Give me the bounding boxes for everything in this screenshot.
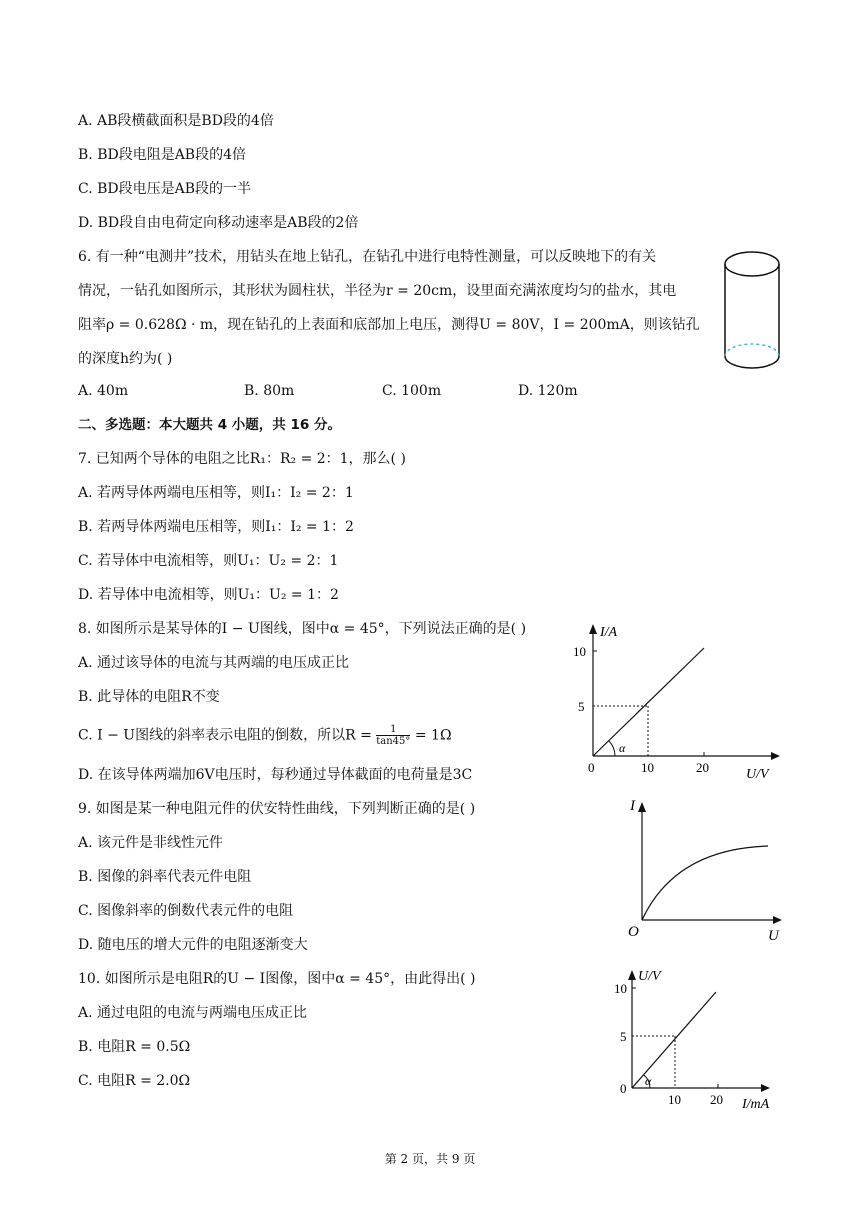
q5-option-b: B. BD段电阻是AB段的4倍 <box>78 147 247 163</box>
q9-option-a: A. 该元件是非线性元件 <box>78 835 224 851</box>
q10-option-a: A. 通过电阻的电流与两端电压成正比 <box>78 1005 308 1021</box>
q8-option-c-text: C. I − U图线的斜率表示电阻的倒数，所以R = <box>78 727 377 744</box>
q10-x-tick-10: 10 <box>668 1092 681 1107</box>
q6-option-a: A. 40m <box>78 383 129 399</box>
q8-fraction-denominator: tan45° <box>376 736 411 747</box>
q6-option-c: C. 100m <box>382 383 442 399</box>
q8-fraction <box>376 724 410 747</box>
q7-option-c: C. 若导体中电流相等，则U₁：U₂ = 2：1 <box>78 553 339 569</box>
q5-option-c: C. BD段电压是AB段的一半 <box>78 181 252 197</box>
q10-x-tick-20: 20 <box>710 1092 723 1107</box>
q5-option-d: D. BD段自由电荷定向移动速率是AB段的2倍 <box>78 215 359 231</box>
q9-origin-label: O <box>628 924 639 940</box>
q8-option-c <box>78 724 452 747</box>
cylinder-figure <box>718 244 786 376</box>
section-header: 二、多选题：本大题共 4 小题，共 16 分。 <box>78 417 341 433</box>
q9-option-b: B. 图像的斜率代表元件电阻 <box>78 869 252 885</box>
q8-x-tick-0: 0 <box>588 760 595 775</box>
q8-angle-label: α <box>619 741 626 755</box>
q8-x-tick-20: 20 <box>696 760 709 775</box>
q9-option-d: D. 随电压的增大元件的电阻逐渐变大 <box>78 937 308 953</box>
q10-x-tick-0: 0 <box>620 1081 627 1096</box>
q8-option-b: B. 此导体的电阻R不变 <box>78 689 220 705</box>
q10-option-b: B. 电阻R = 0.5Ω <box>78 1039 191 1055</box>
q6-option-d: D. 120m <box>518 383 578 399</box>
q6-line-4: 的深度h约为( ) <box>78 351 173 367</box>
q10-option-c: C. 电阻R = 2.0Ω <box>78 1073 191 1089</box>
q8-y-tick-5: 5 <box>578 699 585 714</box>
q7-option-b: B. 若两导体两端电压相等，则I₁：I₂ = 1：2 <box>78 519 354 535</box>
q10-ui-graph <box>608 962 788 1112</box>
q8-iu-graph <box>568 616 790 786</box>
q9-x-axis-label: U <box>768 928 779 944</box>
q8-x-tick-10: 10 <box>641 760 654 775</box>
q8-option-c-result: = 1Ω <box>410 727 452 744</box>
q8-option-a: A. 通过该导体的电流与其两端的电压成正比 <box>78 655 350 671</box>
q7-option-d: D. 若导体中电流相等，则U₁：U₂ = 1：2 <box>78 587 339 603</box>
q9-y-axis-label: I <box>630 798 635 814</box>
q10-stem: 10. 如图所示是电阻R的U − I图像，图中α = 45°，由此得出( ) <box>78 971 476 987</box>
q9-option-c: C. 图像斜率的倒数代表元件的电阻 <box>78 903 294 919</box>
q10-angle-label: α <box>645 1074 652 1088</box>
q6-line-1: 6. 有一种“电测井”技术，用钻头在地上钻孔，在钻孔中进行电特性测量，可以反映地下的有关 <box>78 249 657 265</box>
q10-y-tick-5: 5 <box>620 1029 627 1044</box>
q5-option-a: A. AB段横截面积是BD段的4倍 <box>78 113 274 129</box>
q10-y-axis-label: U/V <box>638 969 661 984</box>
q8-option-d: D. 在该导体两端加6V电压时，每秒通过导体截面的电荷量是3C <box>78 767 473 783</box>
q6-line-2: 情况，一钻孔如图所示，其形状为圆柱状，半径为r = 20cm，设里面充满浓度均匀的盐水，其电 <box>78 283 677 299</box>
q8-y-axis-label: I/A <box>600 625 618 640</box>
q6-option-b: B. 80m <box>244 383 295 399</box>
q7-stem: 7. 已知两个导体的电阻之比R₁：R₂ = 2：1，那么( ) <box>78 451 406 467</box>
page-footer: 第 2 页，共 9 页 <box>384 1152 476 1166</box>
q10-x-axis-label: I/mA <box>742 1097 770 1112</box>
q8-x-axis-label: U/V <box>746 767 769 782</box>
q10-y-tick-10: 10 <box>614 981 627 996</box>
q8-y-tick-10: 10 <box>573 644 586 659</box>
q7-option-a: A. 若两导体两端电压相等，则I₁：I₂ = 2：1 <box>78 485 354 501</box>
q6-line-3: 阻率ρ = 0.628Ω · m，现在钻孔的上表面和底部加上电压，测得U = 80V，I = 200mA，则该钻孔 <box>78 317 700 333</box>
q8-fraction-numerator: 1 <box>376 724 410 736</box>
q8-stem: 8. 如图所示是某导体的I − U图线，图中α = 45°，下列说法正确的是( ) <box>78 621 527 637</box>
q9-iv-curve <box>620 794 790 944</box>
q9-stem: 9. 如图是某一种电阻元件的伏安特性曲线，下列判断正确的是( ) <box>78 801 476 817</box>
